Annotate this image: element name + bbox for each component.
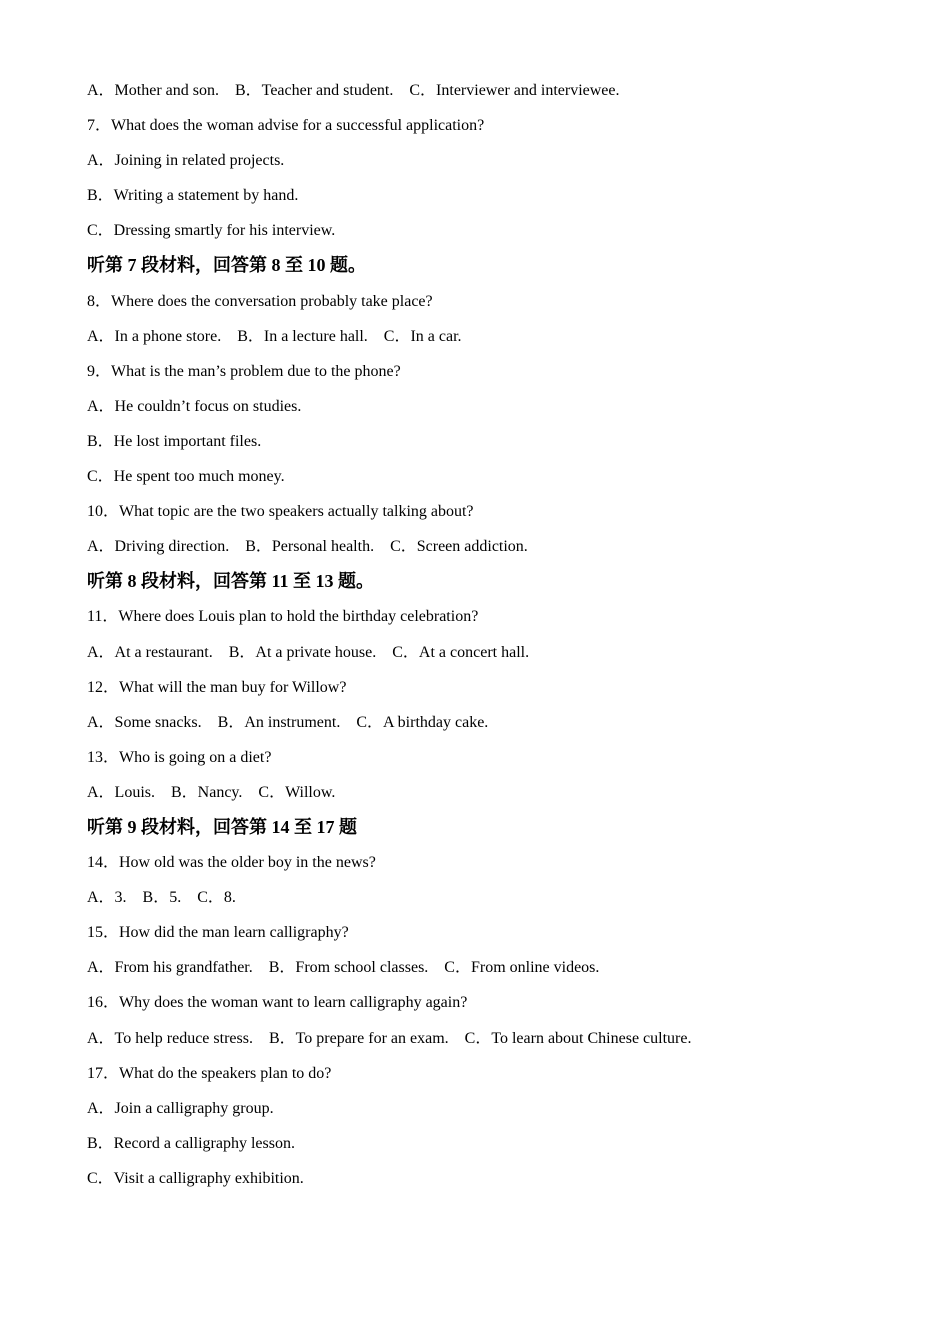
question-15: 15．How did the man learn calligraphy? — [87, 924, 349, 942]
option-a: A．Joining in related projects. — [87, 152, 285, 170]
question-7: 7．What does the woman advise for a successful application? — [87, 117, 485, 135]
answer-options: A．To help reduce stress. B．To prepare for an exam. C．To learn about Chinese culture. — [87, 1029, 692, 1047]
exam-page — [87, 73, 887, 1196]
answer-options: A．Mother and son. B．Teacher and student. C．Interviewer and interviewee. — [87, 82, 620, 99]
option-c: C．Dressing smartly for his interview. — [87, 222, 336, 240]
question-14: 14．How old was the older boy in the news? — [87, 854, 376, 872]
question-9: 9．What is the man’s problem due to the phone? — [87, 362, 401, 380]
option-b: B．Writing a statement by hand. — [87, 187, 299, 205]
question-12: 12．What will the man buy for Willow? — [87, 678, 347, 696]
answer-options: A．Driving direction. B．Personal health. C．Screen addiction. — [87, 538, 528, 556]
section-heading-8: 听第 8 段材料，回答第 11 至 13 题。 — [87, 571, 375, 592]
option-c: C．Visit a calligraphy exhibition. — [87, 1169, 304, 1187]
question-11: 11．Where does Louis plan to hold the birthday celebration? — [87, 608, 479, 626]
option-c: C．He spent too much money. — [87, 468, 285, 486]
answer-options: A．3. B．5. C．8. — [87, 889, 236, 907]
option-a: A．He couldn’t focus on studies. — [87, 397, 302, 415]
question-16: 16．Why does the woman want to learn calligraphy again? — [87, 994, 468, 1012]
option-b: B．He lost important files. — [87, 432, 262, 450]
answer-options: A．Louis. B．Nancy. C．Willow. — [87, 783, 336, 801]
question-10: 10．What topic are the two speakers actually talking about? — [87, 503, 474, 521]
answer-options: A．In a phone store. B．In a lecture hall. C．In a car. — [87, 327, 462, 345]
section-heading-9: 听第 9 段材料，回答第 14 至 17 题 — [87, 816, 357, 837]
answer-options: A．Some snacks. B．An instrument. C．A birthday cake. — [87, 713, 489, 731]
answer-options: A．At a restaurant. B．At a private house. C．At a concert hall. — [87, 643, 530, 661]
option-b: B．Record a calligraphy lesson. — [87, 1134, 295, 1152]
question-8: 8．Where does the conversation probably take place? — [87, 292, 433, 310]
option-a: A．Join a calligraphy group. — [87, 1099, 274, 1117]
question-17: 17．What do the speakers plan to do? — [87, 1064, 332, 1082]
answer-options: A．From his grandfather. B．From school classes. C．From online videos. — [87, 959, 600, 977]
section-heading-7: 听第 7 段材料，回答第 8 至 10 题。 — [87, 255, 366, 276]
question-13: 13．Who is going on a diet? — [87, 748, 272, 766]
